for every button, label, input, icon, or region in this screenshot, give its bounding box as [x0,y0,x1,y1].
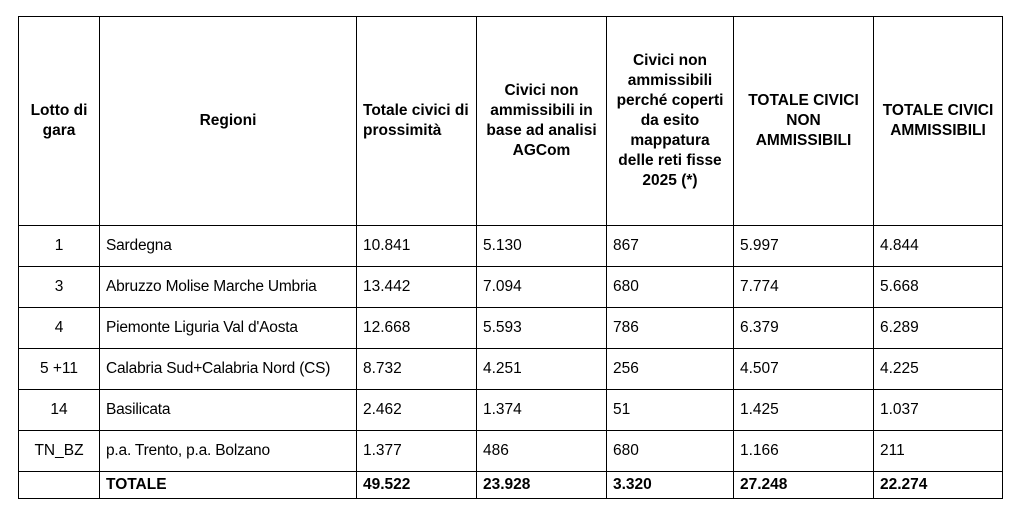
header-regioni-label: Regioni [199,112,257,129]
table-row [19,308,1003,349]
total-row [19,472,1003,499]
cell-regione[interactable]: Abruzzo Molise Marche Umbria [100,267,357,308]
cell-total-agcom[interactable]: 23.928 [477,472,607,499]
table-row [19,226,1003,267]
cell-non-ammissibili[interactable]: 7.774 [734,267,874,308]
header-non-ammissibili-mappatura-label: Civici non ammissibili perché coperti da esito mappatura delle reti fisse 2025 (*) [616,52,724,189]
table-row [19,267,1003,308]
cell-ammissibili[interactable]: 211 [874,431,1003,472]
header-totale-prossimita[interactable] [357,17,477,226]
cell-lotto[interactable]: 14 [19,390,100,431]
header-totale-non-ammissibili-label: TOTALE CIVICI NON AMMISSIBILI [748,92,859,149]
cell-ammissibili[interactable]: 4.225 [874,349,1003,390]
cell-totale[interactable]: 12.668 [357,308,477,349]
cell-mappatura[interactable]: 256 [607,349,734,390]
cell-agcom[interactable]: 486 [477,431,607,472]
header-totale-non-ammissibili[interactable] [734,17,874,226]
cell-mappatura[interactable]: 867 [607,226,734,267]
cell-total-label[interactable]: TOTALE [100,472,357,499]
cell-agcom[interactable]: 4.251 [477,349,607,390]
table-row [19,349,1003,390]
cell-regione[interactable]: Basilicata [100,390,357,431]
cell-non-ammissibili[interactable]: 4.507 [734,349,874,390]
cell-totale[interactable]: 10.841 [357,226,477,267]
cell-totale[interactable]: 8.732 [357,349,477,390]
header-non-ammissibili-mappatura[interactable] [607,17,734,226]
cell-total-non-ammissibili[interactable]: 27.248 [734,472,874,499]
cell-lotto[interactable]: 3 [19,267,100,308]
cell-lotto[interactable]: 1 [19,226,100,267]
cell-ammissibili[interactable]: 5.668 [874,267,1003,308]
header-lotto-label: Lotto di gara [30,102,88,139]
cell-total-ammissibili[interactable]: 22.274 [874,472,1003,499]
cell-non-ammissibili[interactable]: 1.166 [734,431,874,472]
cell-ammissibili[interactable]: 6.289 [874,308,1003,349]
table-row [19,390,1003,431]
cell-ammissibili[interactable]: 4.844 [874,226,1003,267]
cell-non-ammissibili[interactable]: 6.379 [734,308,874,349]
header-totale-prossimita-label: Totale civici di prossimità [363,102,469,139]
cell-mappatura[interactable]: 680 [607,431,734,472]
header-totale-ammissibili-label: TOTALE CIVICI AMMISSIBILI [882,102,994,139]
cell-mappatura[interactable]: 51 [607,390,734,431]
cell-lotto-empty[interactable] [19,472,100,499]
header-row [19,17,1003,226]
civici-table [18,16,1003,499]
cell-lotto[interactable]: 5 +11 [19,349,100,390]
header-totale-ammissibili[interactable] [874,17,1003,226]
cell-agcom[interactable]: 5.593 [477,308,607,349]
cell-mappatura[interactable]: 680 [607,267,734,308]
table-row [19,431,1003,472]
cell-non-ammissibili[interactable]: 1.425 [734,390,874,431]
cell-ammissibili[interactable]: 1.037 [874,390,1003,431]
cell-regione[interactable]: p.a. Trento, p.a. Bolzano [100,431,357,472]
cell-lotto[interactable]: TN_BZ [19,431,100,472]
cell-regione[interactable]: Sardegna [100,226,357,267]
header-regioni[interactable] [100,17,357,226]
header-non-ammissibili-agcom-label: Civici non ammissibili in base ad analisi AGCom [486,82,597,159]
cell-totale[interactable]: 13.442 [357,267,477,308]
cell-mappatura[interactable]: 786 [607,308,734,349]
cell-total-totale[interactable]: 49.522 [357,472,477,499]
cell-non-ammissibili[interactable]: 5.997 [734,226,874,267]
header-non-ammissibili-agcom[interactable] [477,17,607,226]
cell-regione[interactable]: Calabria Sud+Calabria Nord (CS) [100,349,357,390]
cell-totale[interactable]: 1.377 [357,431,477,472]
cell-regione[interactable]: Piemonte Liguria Val d'Aosta [100,308,357,349]
header-lotto[interactable] [19,17,100,226]
spreadsheet-area [18,16,1002,499]
cell-lotto[interactable]: 4 [19,308,100,349]
cell-total-mappatura[interactable]: 3.320 [607,472,734,499]
cell-agcom[interactable]: 7.094 [477,267,607,308]
cell-agcom[interactable]: 5.130 [477,226,607,267]
cell-agcom[interactable]: 1.374 [477,390,607,431]
cell-totale[interactable]: 2.462 [357,390,477,431]
